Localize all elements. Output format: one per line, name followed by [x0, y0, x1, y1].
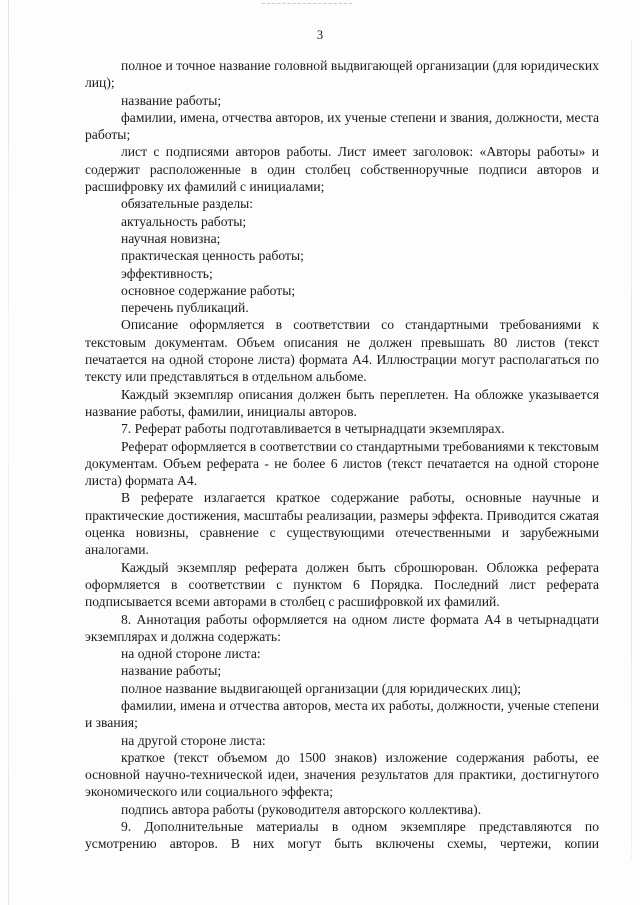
page-number: 3: [316, 28, 324, 42]
paragraph: эффективность;: [121, 265, 213, 281]
paragraph: фамилии, имена, отчества авторов, их ученые степени и звания, должности, места работы;: [85, 109, 599, 143]
paragraph: на другой стороне листа:: [121, 732, 266, 748]
paragraph: В реферате излагается краткое содержание работы, основные научные и практические достижения, масштабы реализации, размеры эффекта. Приводится сжатая оценка новизны, сравнение с существующими отечественными и зарубежными аналогами.: [85, 490, 599, 558]
scan-left-edge: [8, 0, 9, 905]
paragraph: 7. Реферат работы подготавливается в четырнадцати экземплярах.: [121, 421, 505, 437]
paragraph: на одной стороне листа:: [121, 646, 261, 662]
paragraph: краткое (текст объемом до 1500 знаков) изложение содержания работы, ее основной научно-технической идеи, значения результатов для практики, достигнутого экономического или социального эффекта;: [85, 749, 599, 800]
paragraph: лист с подписями авторов работы. Лист имеет заголовок: «Авторы работы» и содержит расположенные в один столбец собственноручные подписи авторов и расшифровку их фамилий с инициалами;: [85, 144, 599, 195]
paragraph: Каждый экземпляр реферата должен быть сброшюрован. Обложка реферата оформляется в соответствии с пунктом 6 Порядка. Последний лист реферата подписывается всеми авторами в столбец с расшифровкой их фамилий.: [85, 559, 599, 610]
paragraph: научная новизна;: [121, 230, 221, 246]
paragraph: 8. Аннотация работы оформляется на одном листе формата А4 в четырнадцати экземплярах и должна содержать:: [85, 611, 599, 644]
paragraph: название работы;: [121, 663, 222, 679]
paragraph: перечень публикаций.: [121, 300, 249, 316]
paragraph: Описание оформляется в соответствии со стандартными требованиями к текстовым документам. Объем описания не должен превышать 80 листов (текст печатается на одной стороне листа) формата А4. Иллюстрации могут располагаться по тексту или представляться в отдельном альбоме.: [85, 317, 599, 385]
paragraph: актуальность работы;: [121, 213, 247, 229]
paragraph: фамилии, имена и отчества авторов, места их работы, должности, ученые степени и звания;: [85, 697, 599, 731]
paragraph: полное и точное название головной выдвигающей организации (для юридических лиц);: [85, 58, 599, 91]
scan-top-mark: [262, 3, 352, 6]
paragraph-continued: 9. Дополнительные материалы в одном экземпляре представляются по усмотрению авторов. В них могут быть включены схемы, чертежи, копии: [85, 819, 599, 852]
paragraph: практическая ценность работы;: [121, 248, 304, 264]
scan-right-edge: [631, 40, 632, 860]
paragraph: подпись автора работы (руководителя авторского коллектива).: [121, 801, 482, 817]
paragraph: название работы;: [121, 92, 222, 108]
paragraph: Реферат оформляется в соответствии со стандартными требованиями к текстовым документам. Объем реферата - не более 6 листов (текст печатается на одной стороне листа) формата А4.: [85, 438, 599, 489]
paragraph: Каждый экземпляр описания должен быть переплетен. На обложке указывается название работы, фамилии, инициалы авторов.: [85, 386, 599, 419]
paragraph: основное содержание работы;: [121, 282, 296, 298]
paragraph: обязательные разделы:: [121, 196, 254, 212]
paragraph: полное название выдвигающей организации (для юридических лиц);: [121, 680, 522, 696]
document-body: [85, 57, 599, 853]
